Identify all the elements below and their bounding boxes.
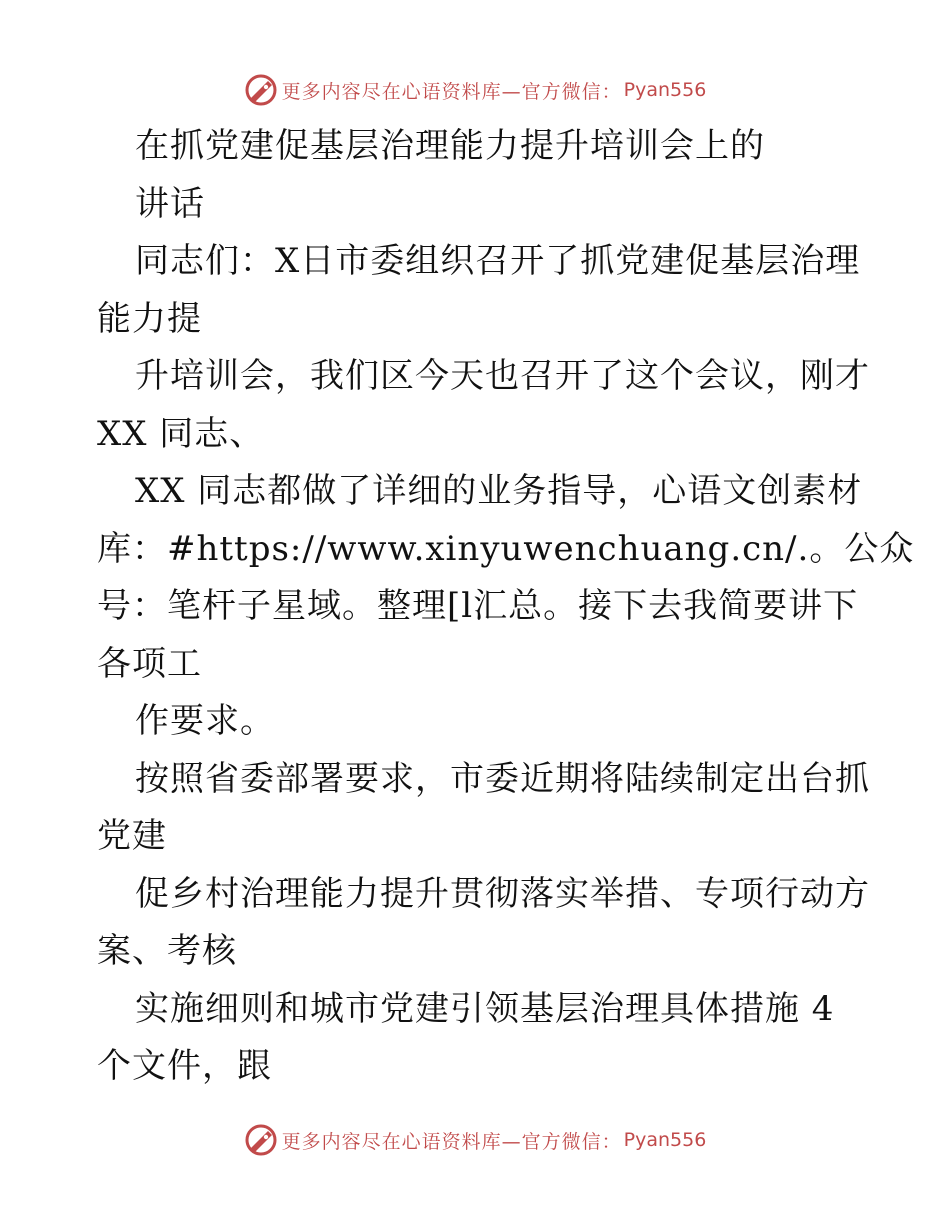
text-line: 号：笔杆子星域。整理[l汇总。接下去我简要讲下 xyxy=(97,586,859,626)
text-line: 党建 xyxy=(97,816,167,856)
text-line: 作要求。 xyxy=(135,701,275,741)
text-line: 实施细则和城市党建引领基层治理具体措施 4 xyxy=(135,988,835,1029)
banner-account: Pyan556 xyxy=(623,1129,707,1151)
pen-nib-logo-icon xyxy=(244,73,278,107)
text-line: 按照省委部署要求，市委近期将陆续制定出台抓 xyxy=(135,758,870,799)
pen-nib-logo-icon xyxy=(244,1123,278,1157)
text-line: 库：#https://www.xinyuwenchuang.cn/.。公众 xyxy=(97,528,915,569)
text-line: 促乡村治理能力提升贯彻落实举措、专项行动方 xyxy=(135,873,870,914)
text-line: 能力提 xyxy=(97,298,202,339)
text-line: XX 同志都做了详细的业务指导，心语文创素材 xyxy=(135,471,863,511)
footer-banner xyxy=(0,1120,950,1160)
banner-text: 更多内容尽在心语资料库—官方微信： xyxy=(281,80,622,103)
text-line: XX 同志、 xyxy=(97,413,265,454)
banner-text: 更多内容尽在心语资料库—官方微信： xyxy=(281,1130,622,1153)
text-line: 升培训会，我们区今天也召开了这个会议，刚才 xyxy=(135,356,870,396)
text-line: 同志们：X日市委组织召开了抓党建促基层治理 xyxy=(135,241,861,281)
document-body xyxy=(97,118,915,1096)
header-banner xyxy=(0,70,950,110)
text-line: 讲话 xyxy=(135,183,205,224)
text-line: 个文件，跟 xyxy=(97,1046,272,1086)
banner-account: Pyan556 xyxy=(623,79,707,101)
text-line: 在抓党建促基层治理能力提升培训会上的 xyxy=(135,126,765,166)
text-line: 各项工 xyxy=(97,643,202,684)
text-line: 案、考核 xyxy=(97,931,237,971)
